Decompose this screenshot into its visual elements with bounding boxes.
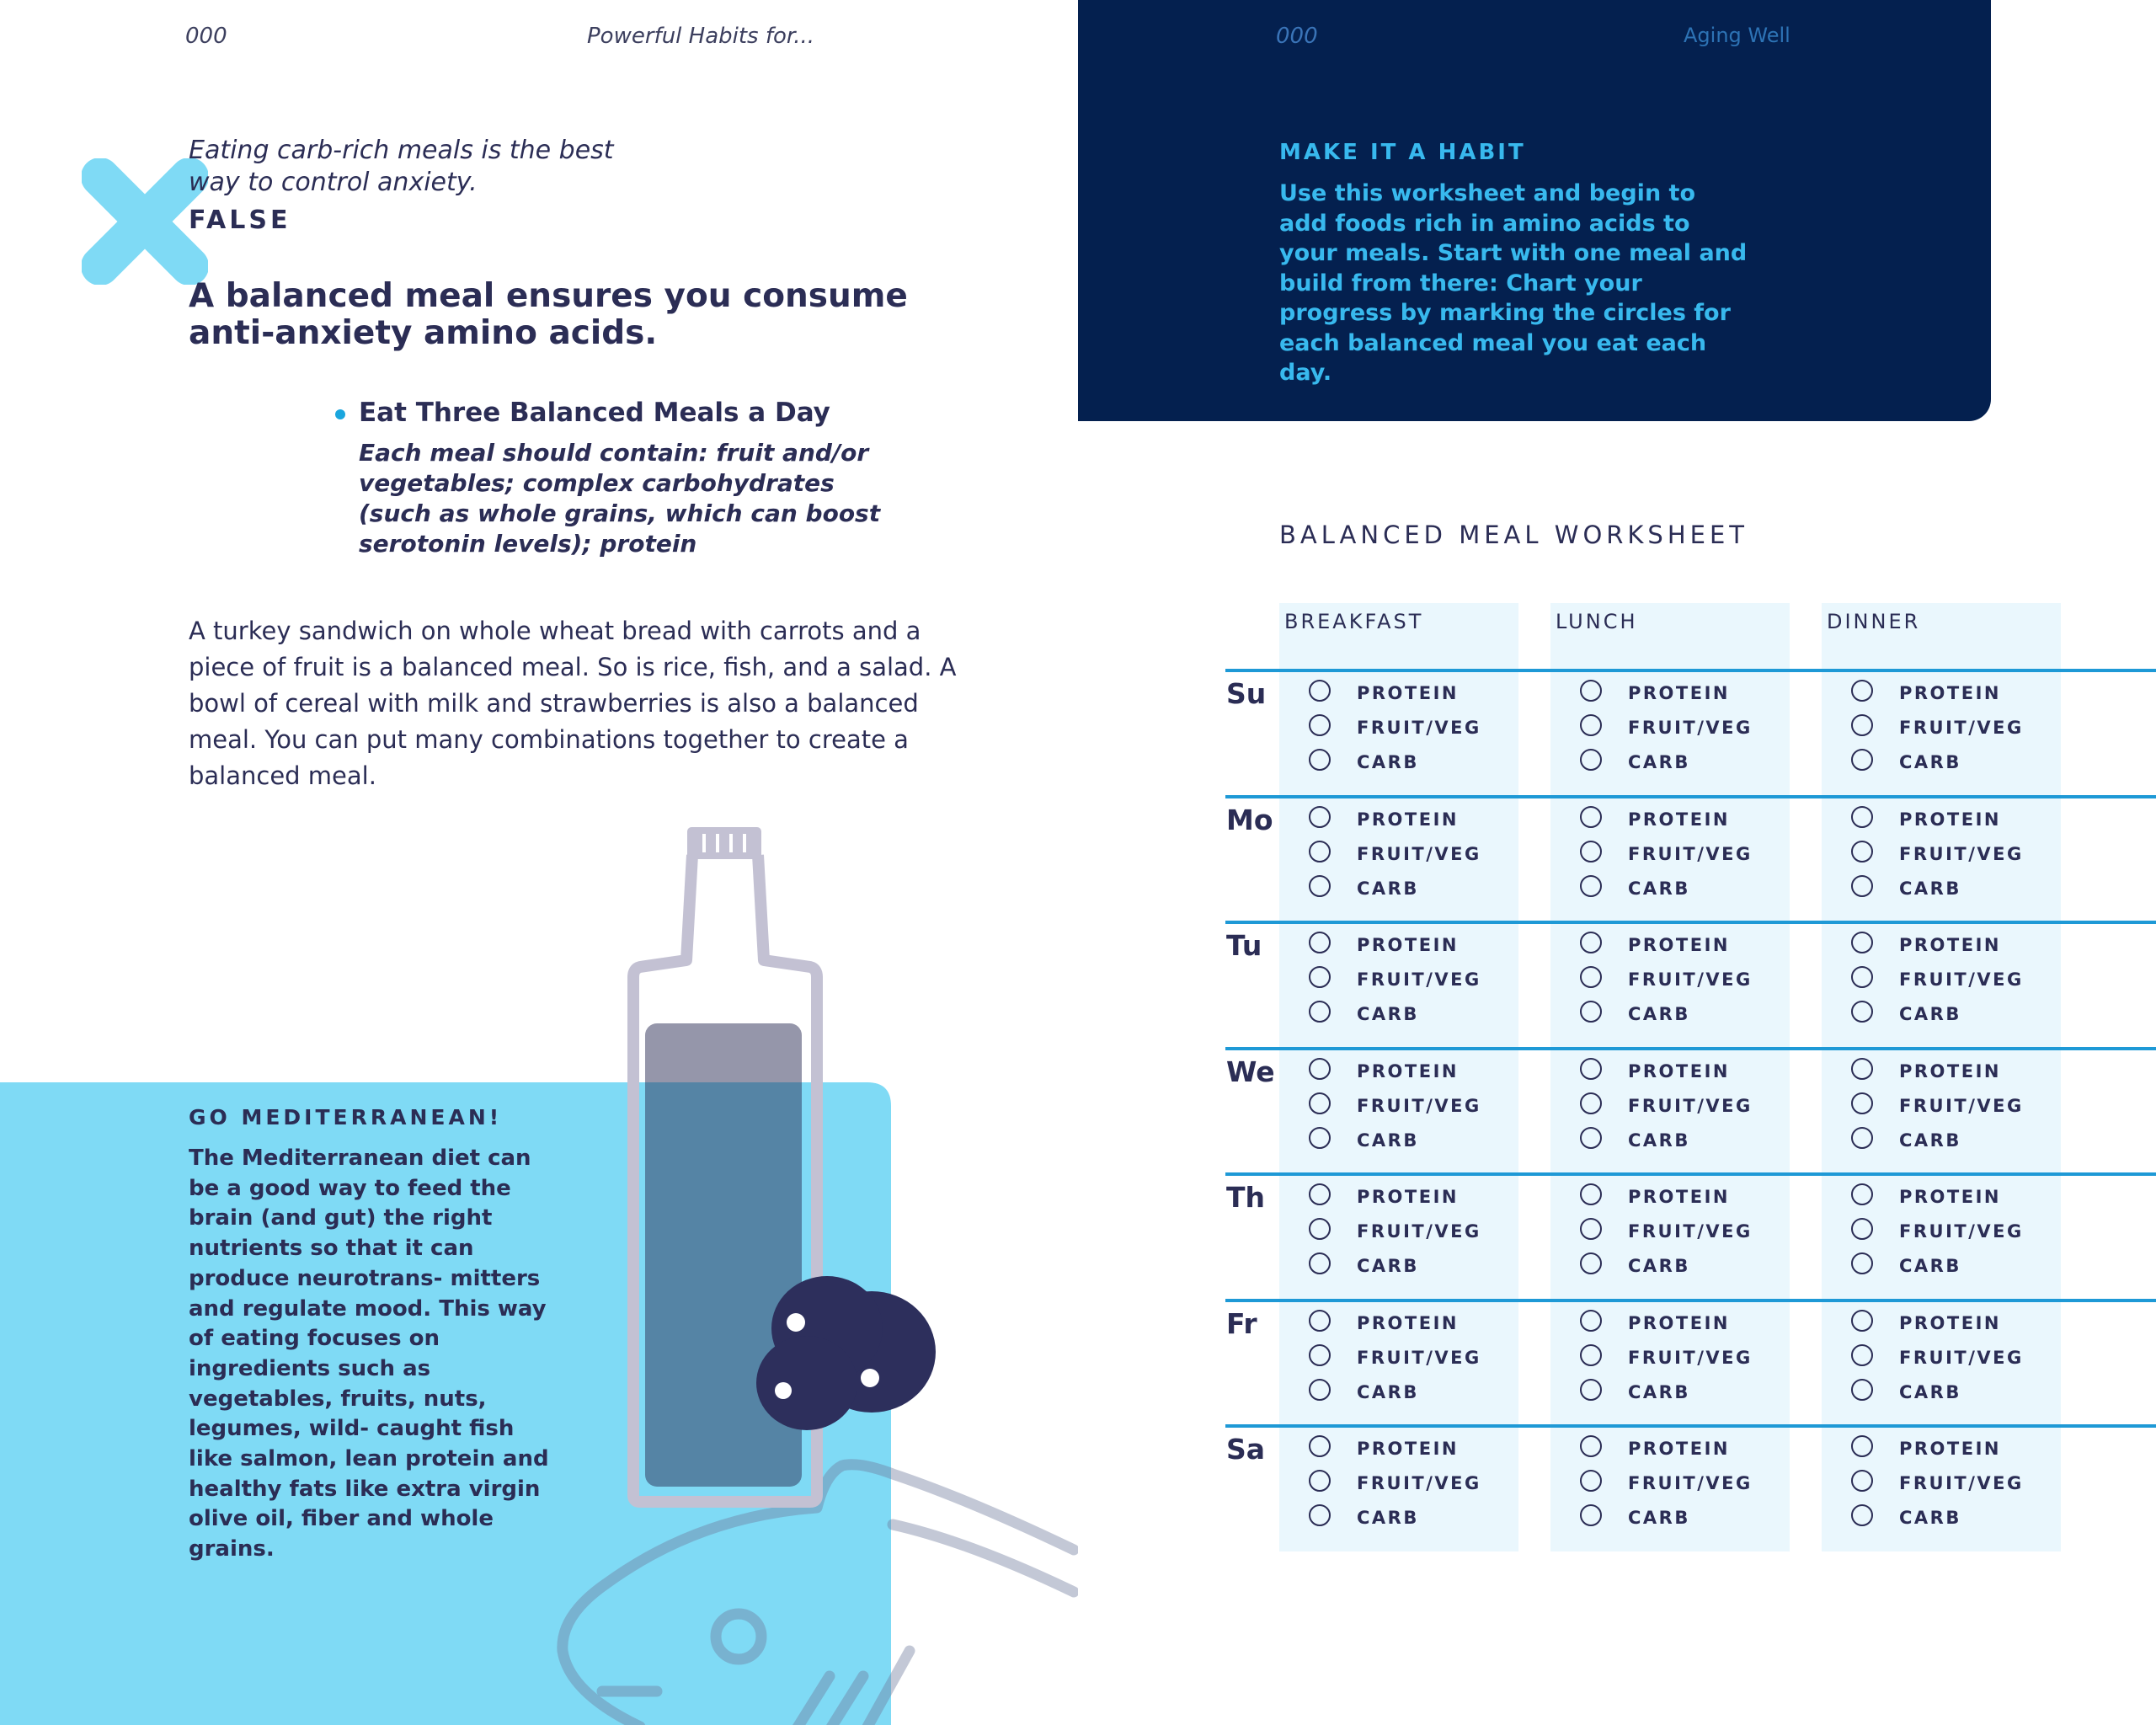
meal-checkbox-circle-icon[interactable] [1309, 680, 1331, 702]
meal-option-label: PROTEIN [1899, 1312, 2001, 1333]
day-row-divider [1225, 921, 2156, 924]
meal-option-label: PROTEIN [1899, 1439, 2001, 1459]
meal-checkbox-circle-icon[interactable] [1851, 1470, 1873, 1492]
meal-option-label: FRUIT/VEG [1899, 1347, 2024, 1368]
left-running-title: Powerful Habits for... [587, 24, 815, 49]
headline: A balanced meal ensures you consume anti-anxiety amino acids. [189, 277, 908, 352]
meal-checkbox-circle-icon[interactable] [1309, 1310, 1331, 1332]
meal-checkbox-circle-icon[interactable] [1580, 841, 1602, 862]
meal-option-label: CARB [1628, 1004, 1690, 1024]
right-running-title: Aging Well [1684, 24, 1790, 47]
meal-option-label: CARB [1628, 1130, 1690, 1151]
bullet-text: Each meal should contain: fruit and/or vegetables; complex carbohydrates (such as whole grains, which can boost serotonin levels); protein [359, 439, 881, 558]
day-label: Su [1226, 677, 1267, 710]
meal-option-label: PROTEIN [1899, 1060, 2001, 1081]
meal-option-label: FRUIT/VEG [1357, 969, 1481, 990]
meal-option-label: PROTEIN [1899, 1187, 2001, 1207]
meal-checkbox-circle-icon[interactable] [1851, 1058, 1873, 1080]
meal-checkbox-circle-icon[interactable] [1580, 1183, 1602, 1205]
meal-option-label: CARB [1899, 1508, 1961, 1528]
habit-title: MAKE IT A HABIT [1279, 140, 1526, 165]
meal-checkbox-circle-icon[interactable] [1309, 1470, 1331, 1492]
day-row-divider [1225, 795, 2156, 798]
meal-checkbox-circle-icon[interactable] [1309, 932, 1331, 953]
meal-option-label: CARB [1899, 1381, 1961, 1402]
meal-option-label: PROTEIN [1899, 809, 2001, 830]
meal-checkbox-circle-icon[interactable] [1851, 680, 1873, 702]
meal-option-label: CARB [1357, 1508, 1419, 1528]
meal-option-label: PROTEIN [1628, 935, 1730, 955]
meal-checkbox-circle-icon[interactable] [1580, 966, 1602, 988]
meal-checkbox-circle-icon[interactable] [1580, 749, 1602, 771]
meal-option-label: PROTEIN [1899, 935, 2001, 955]
meal-option-label: PROTEIN [1899, 683, 2001, 703]
meal-checkbox-circle-icon[interactable] [1851, 1504, 1873, 1526]
meal-option-label: FRUIT/VEG [1628, 1347, 1753, 1368]
meal-checkbox-circle-icon[interactable] [1851, 1092, 1873, 1114]
meal-option-label: PROTEIN [1357, 1060, 1459, 1081]
meal-checkbox-circle-icon[interactable] [1309, 1058, 1331, 1080]
meal-option-label: FRUIT/VEG [1628, 1473, 1753, 1493]
meal-checkbox-circle-icon[interactable] [1309, 1001, 1331, 1023]
day-row-divider [1225, 1047, 2156, 1050]
meal-option-label: CARB [1899, 1130, 1961, 1151]
meal-checkbox-circle-icon[interactable] [1580, 1344, 1602, 1366]
meal-checkbox-circle-icon[interactable] [1580, 714, 1602, 736]
meal-option-label: CARB [1357, 878, 1419, 899]
meal-checkbox-circle-icon[interactable] [1580, 1252, 1602, 1274]
day-row-divider [1225, 1299, 2156, 1302]
day-label: Fr [1226, 1306, 1257, 1340]
meal-checkbox-circle-icon[interactable] [1851, 932, 1873, 953]
meal-option-label: FRUIT/VEG [1899, 1095, 2024, 1116]
meal-checkbox-circle-icon[interactable] [1851, 875, 1873, 897]
meal-option-label: PROTEIN [1628, 683, 1730, 703]
meal-option-label: FRUIT/VEG [1628, 718, 1753, 738]
meal-checkbox-circle-icon[interactable] [1580, 1435, 1602, 1457]
left-page-number: 000 [185, 24, 227, 49]
column-header: LUNCH [1556, 610, 1638, 633]
meal-checkbox-circle-icon[interactable] [1309, 714, 1331, 736]
meal-checkbox-circle-icon[interactable] [1851, 841, 1873, 862]
meal-checkbox-circle-icon[interactable] [1309, 1344, 1331, 1366]
meal-checkbox-circle-icon[interactable] [1309, 1092, 1331, 1114]
meal-checkbox-circle-icon[interactable] [1580, 875, 1602, 897]
meal-option-label: CARB [1357, 1004, 1419, 1024]
bullet-dot-icon [335, 409, 345, 419]
day-label: Tu [1226, 929, 1262, 962]
meal-option-label: FRUIT/VEG [1357, 1347, 1481, 1368]
meal-checkbox-circle-icon[interactable] [1851, 1379, 1873, 1401]
right-page-number: 000 [1276, 24, 1318, 49]
meal-checkbox-circle-icon[interactable] [1851, 806, 1873, 828]
sidebar-text: The Mediterranean diet can be a good way to feed the brain (and gut) the right nutrients so that it can produce neurotrans- mitters and regulate mood. This way of eating focuses on ingredients such as vegetables, fruits, nuts, legumes, wild- caught fish like salmon, lean protein and healthy fats like extra virgin olive oil, fiber and whole grains. [189, 1146, 549, 1562]
meal-option-label: FRUIT/VEG [1899, 718, 2024, 738]
meal-option-label: PROTEIN [1628, 809, 1730, 830]
meal-option-label: PROTEIN [1357, 1312, 1459, 1333]
meal-checkbox-circle-icon[interactable] [1851, 1310, 1873, 1332]
meal-option-label: FRUIT/VEG [1357, 1221, 1481, 1242]
meal-checkbox-circle-icon[interactable] [1309, 1435, 1331, 1457]
day-row-divider [1225, 1172, 2156, 1176]
meal-checkbox-circle-icon[interactable] [1309, 1379, 1331, 1401]
meal-option-label: CARB [1899, 1256, 1961, 1276]
meal-checkbox-circle-icon[interactable] [1851, 1127, 1873, 1149]
meal-checkbox-circle-icon[interactable] [1309, 1218, 1331, 1240]
meal-option-label: FRUIT/VEG [1357, 718, 1481, 738]
meal-checkbox-circle-icon[interactable] [1851, 749, 1873, 771]
meal-checkbox-circle-icon[interactable] [1851, 1252, 1873, 1274]
meal-option-label: FRUIT/VEG [1628, 1095, 1753, 1116]
meal-option-label: CARB [1628, 752, 1690, 772]
meal-checkbox-circle-icon[interactable] [1309, 1504, 1331, 1526]
meal-option-label: PROTEIN [1357, 683, 1459, 703]
meal-checkbox-circle-icon[interactable] [1580, 1092, 1602, 1114]
day-label: Th [1226, 1181, 1266, 1214]
meal-option-label: FRUIT/VEG [1357, 1095, 1481, 1116]
meal-checkbox-circle-icon[interactable] [1309, 875, 1331, 897]
meal-checkbox-circle-icon[interactable] [1309, 1183, 1331, 1205]
meal-checkbox-circle-icon[interactable] [1580, 1127, 1602, 1149]
meal-option-label: PROTEIN [1628, 1439, 1730, 1459]
meal-option-label: FRUIT/VEG [1628, 969, 1753, 990]
meal-checkbox-circle-icon[interactable] [1851, 1218, 1873, 1240]
bullet-title: Eat Three Balanced Meals a Day [359, 398, 830, 428]
habit-text: Use this worksheet and begin to add foods rich in amino acids to your meals. Start with one meal and build from there: Chart your progress by marking the circles for each balanced meal you eat each day. [1279, 180, 1748, 386]
day-label: We [1226, 1055, 1275, 1088]
meal-checkbox-circle-icon[interactable] [1580, 1310, 1602, 1332]
verdict-label: FALSE [189, 206, 291, 235]
meal-option-label: FRUIT/VEG [1628, 1221, 1753, 1242]
meal-checkbox-circle-icon[interactable] [1851, 1183, 1873, 1205]
meal-checkbox-circle-icon[interactable] [1580, 1058, 1602, 1080]
sidebar-title: GO MEDITERRANEAN! [189, 1105, 503, 1130]
meal-option-label: CARB [1628, 1508, 1690, 1528]
meal-checkbox-circle-icon[interactable] [1309, 806, 1331, 828]
meal-option-label: CARB [1357, 1256, 1419, 1276]
meal-option-label: PROTEIN [1628, 1187, 1730, 1207]
day-label: Mo [1226, 803, 1273, 836]
column-header: DINNER [1827, 610, 1921, 633]
meal-option-label: PROTEIN [1628, 1312, 1730, 1333]
meal-checkbox-circle-icon[interactable] [1580, 1504, 1602, 1526]
meal-option-label: PROTEIN [1357, 1439, 1459, 1459]
meal-option-label: CARB [1357, 752, 1419, 772]
meal-option-label: CARB [1628, 1256, 1690, 1276]
meal-checkbox-circle-icon[interactable] [1580, 1218, 1602, 1240]
olives-icon [756, 1276, 936, 1430]
meal-option-label: CARB [1628, 878, 1690, 899]
worksheet-title: BALANCED MEAL WORKSHEET [1279, 521, 1749, 549]
meal-option-label: CARB [1628, 1381, 1690, 1402]
day-row-divider [1225, 1424, 2156, 1428]
meal-checkbox-circle-icon[interactable] [1309, 1127, 1331, 1149]
column-header: BREAKFAST [1284, 610, 1424, 633]
meal-checkbox-circle-icon[interactable] [1580, 1470, 1602, 1492]
day-row-divider [1225, 669, 2156, 672]
meal-checkbox-circle-icon[interactable] [1851, 714, 1873, 736]
day-label: Sa [1226, 1433, 1266, 1466]
meal-checkbox-circle-icon[interactable] [1309, 749, 1331, 771]
meal-option-label: FRUIT/VEG [1899, 1221, 2024, 1242]
meal-checkbox-circle-icon[interactable] [1851, 1001, 1873, 1023]
meal-option-label: CARB [1899, 1004, 1961, 1024]
meal-checkbox-circle-icon[interactable] [1309, 966, 1331, 988]
meal-checkbox-circle-icon[interactable] [1580, 1001, 1602, 1023]
meal-checkbox-circle-icon[interactable] [1309, 1252, 1331, 1274]
myth-statement: Eating carb-rich meals is the best way to control anxiety. [189, 136, 614, 197]
meal-option-label: CARB [1357, 1381, 1419, 1402]
meal-option-label: FRUIT/VEG [1899, 843, 2024, 864]
meal-checkbox-circle-icon[interactable] [1580, 680, 1602, 702]
meal-option-label: PROTEIN [1357, 809, 1459, 830]
meal-checkbox-circle-icon[interactable] [1580, 806, 1602, 828]
meal-option-label: PROTEIN [1628, 1060, 1730, 1081]
meal-option-label: FRUIT/VEG [1899, 969, 2024, 990]
meal-option-label: CARB [1357, 1130, 1419, 1151]
meal-checkbox-circle-icon[interactable] [1851, 1344, 1873, 1366]
meal-option-label: PROTEIN [1357, 935, 1459, 955]
body-paragraph: A turkey sandwich on whole wheat bread with carrots and a piece of fruit is a balanced meal. So is rice, fish, and a salad. A bowl of cereal with milk and strawberries is also a balanced meal. You can put many combinations together to create a balanced meal. [189, 617, 957, 790]
meal-option-label: FRUIT/VEG [1899, 1473, 2024, 1493]
meal-checkbox-circle-icon[interactable] [1580, 1379, 1602, 1401]
meal-checkbox-circle-icon[interactable] [1851, 1435, 1873, 1457]
meal-option-label: FRUIT/VEG [1628, 843, 1753, 864]
meal-option-label: PROTEIN [1357, 1187, 1459, 1207]
meal-checkbox-circle-icon[interactable] [1851, 966, 1873, 988]
meal-option-label: FRUIT/VEG [1357, 843, 1481, 864]
meal-option-label: FRUIT/VEG [1357, 1473, 1481, 1493]
meal-option-label: CARB [1899, 878, 1961, 899]
meal-option-label: CARB [1899, 752, 1961, 772]
meal-checkbox-circle-icon[interactable] [1309, 841, 1331, 862]
meal-checkbox-circle-icon[interactable] [1580, 932, 1602, 953]
